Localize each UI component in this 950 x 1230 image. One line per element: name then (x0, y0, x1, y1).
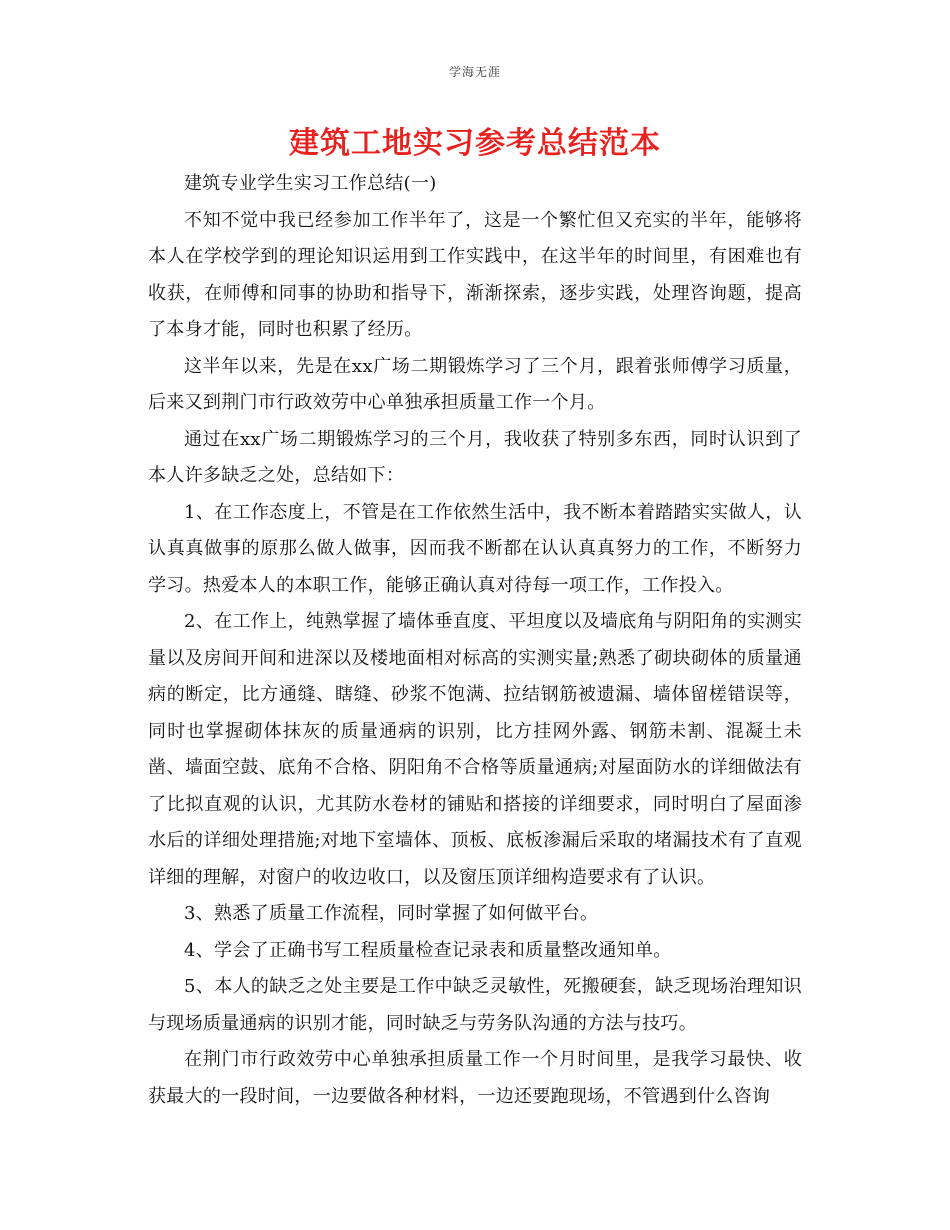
paragraph-overview: 这半年以来，先是在xx广场二期锻炼学习了三个月，跟着张师傅学习质量，后来又到荆门市行政效劳中心单独承担质量工作一个月。 (148, 355, 802, 413)
paragraph-intro: 不知不觉中我已经参加工作半年了，这是一个繁忙但又充实的半年，能够将本人在学校学到的理论知识运用到工作实践中，在这半年的时间里，有困难也有收获，在师傅和同事的协助和指导下，渐渐探索，逐步实践，处理咨询题，提高了本身才能，同时也积累了经历。 (148, 209, 802, 340)
page-header: 学海无涯 (448, 65, 501, 79)
paragraph-item-5: 5、本人的缺乏之处主要是工作中缺乏灵敏性，死搬硬套，缺乏现场治理知识与现场质量通病的识别才能，同时缺乏与劳务队沟通的方法与技巧。 (148, 976, 802, 1034)
paragraph-item-1: 1、在工作态度上，不管是在工作依然生活中，我不断本着踏踏实实做人，认认真真做事的原那么做人做事，因而我不断都在认认真真努力的工作，不断努力学习。热爱本人的本职工作，能够正确认真对待每一项工作，工作投入。 (148, 501, 802, 596)
document-title: 建筑工地实习参考总结范本 (289, 126, 661, 161)
paragraph-item-3: 3、熟悉了质量工作流程，同时掌握了如何做平台。 (184, 903, 599, 924)
document-body (148, 166, 802, 1115)
paragraph-subtitle: 建筑专业学生实习工作总结(一) (184, 173, 437, 194)
paragraph-summary-lead: 通过在xx广场二期锻炼学习的三个月，我收获了特别多东西，同时认识到了本人许多缺乏之处，总结如下： (148, 428, 802, 486)
paragraph-closing: 在荆门市行政效劳中心单独承担质量工作一个月时间里，是我学习最快、收获最大的一段时间，一边要做各种材料，一边还要跑现场，不管遇到什么咨询 (148, 1049, 802, 1107)
paragraph-item-4: 4、学会了正确书写工程质量检查记录表和质量整改通知单。 (184, 939, 672, 961)
paragraph-item-2: 2、在工作上，纯熟掌握了墙体垂直度、平坦度以及墙底角与阴阳角的实测实量以及房间开间和进深以及楼地面相对标高的实测实量;熟悉了砌块砌体的质量通病的断定，比方通缝、瞎缝、砂浆不饱满、拉结钢筋被遗漏、墙体留槎错误等，同时也掌握砌体抹灰的质量通病的识别，比方挂网外露、钢筋未割、混凝土未凿、墙面空鼓、底角不合格、阴阳角不合格等质量通病;对屋面防水的详细做法有了比拟直观的认识，尤其防水卷材的铺贴和搭接的详细要求，同时明白了屋面渗水后的详细处理措施;对地下室墙体、顶板、底板渗漏后采取的堵漏技术有了直观详细的理解，对窗户的收边收口，以及窗压顶详细构造要求有了认识。 (148, 611, 802, 888)
